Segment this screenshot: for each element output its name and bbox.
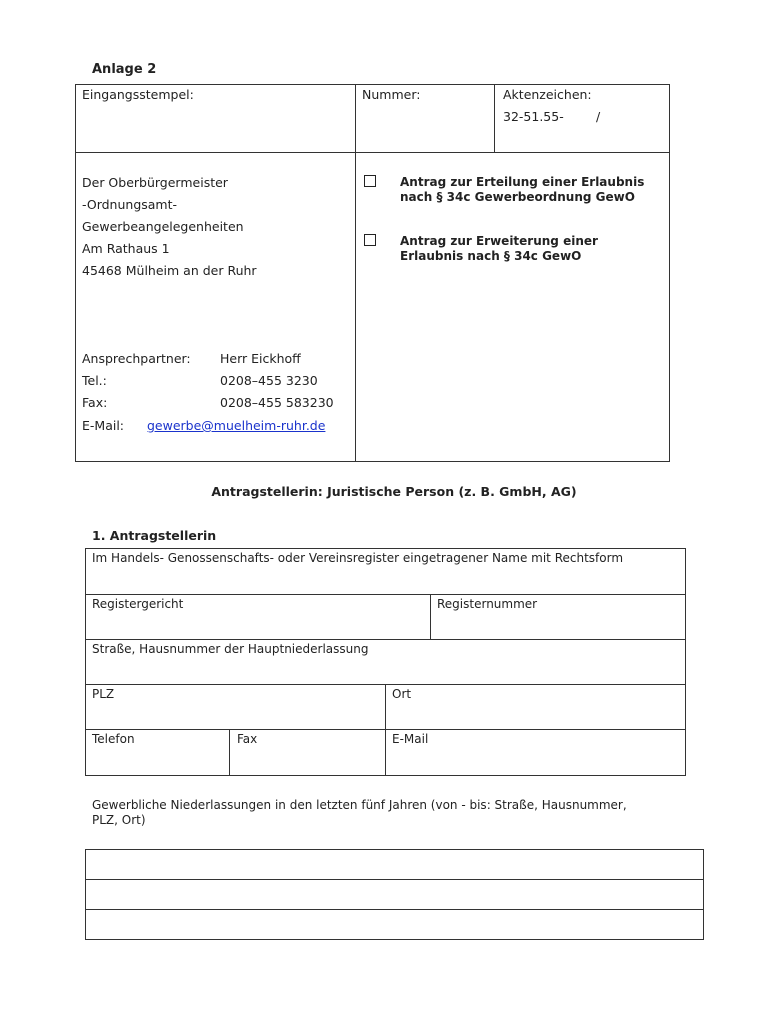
divider-horizontal: [75, 152, 670, 153]
niederlassungen-row-2[interactable]: [85, 879, 704, 909]
niederlassungen-label-line-2: PLZ, Ort): [92, 813, 146, 827]
address-line-1: Der Oberbürgermeister: [82, 175, 228, 190]
divider-vertical-aktenzeichen: [494, 84, 495, 152]
email-field[interactable]: E-Mail: [392, 732, 429, 746]
fax-field[interactable]: Fax: [237, 732, 258, 746]
contact-person-value: Herr Eickhoff: [220, 351, 301, 366]
ort-field[interactable]: Ort: [392, 687, 412, 701]
form-subtitle: Antragstellerin: Juristische Person (z. B. GmbH, AG): [211, 484, 577, 499]
plz-field[interactable]: PLZ: [92, 687, 115, 701]
option-erweiterung-line-2: Erlaubnis nach § 34c GewO: [400, 249, 582, 263]
aktenzeichen-slash: /: [596, 109, 601, 124]
contact-person-label: Ansprechpartner:: [82, 351, 191, 366]
telefon-field[interactable]: Telefon: [92, 732, 135, 746]
niederlassungen-row-1[interactable]: [85, 849, 704, 879]
option-erteilung-line-2: nach § 34c Gewerbeordnung GewO: [400, 190, 635, 204]
contact-fax-value: 0208–455 583230: [220, 395, 334, 410]
option-erteilung-checkbox[interactable]: [364, 175, 376, 187]
aktenzeichen-value: 32-51.55-: [503, 109, 564, 124]
nummer-label: Nummer:: [362, 87, 421, 102]
address-line-3: Gewerbeangelegenheiten: [82, 219, 244, 234]
row-divider: [85, 639, 686, 640]
contact-tel-label: Tel.:: [82, 373, 107, 388]
address-line-4: Am Rathaus 1: [82, 241, 170, 256]
row-divider: [85, 594, 686, 595]
section-1-title: 1. Antragstellerin: [92, 528, 217, 543]
niederlassungen-row-3[interactable]: [85, 909, 704, 940]
col-divider: [385, 684, 386, 776]
aktenzeichen-label: Aktenzeichen:: [503, 87, 592, 102]
address-line-2: -Ordnungsamt-: [82, 197, 178, 212]
name-rechtsform-field[interactable]: Im Handels- Genossenschafts- oder Vereinsregister eingetragener Name mit Rechtsform: [92, 551, 624, 565]
strasse-field[interactable]: Straße, Hausnummer der Hauptniederlassung: [92, 642, 369, 656]
anlage-label: Anlage 2: [92, 62, 157, 77]
option-erweiterung-line-1: Antrag zur Erweiterung einer: [400, 234, 598, 248]
contact-fax-label: Fax:: [82, 395, 108, 410]
divider-vertical: [355, 84, 356, 462]
address-line-5: 45468 Mülheim an der Ruhr: [82, 263, 257, 278]
niederlassungen-label-line-1: Gewerbliche Niederlassungen in den letzten fünf Jahren (von - bis: Straße, Hausnummer,: [92, 798, 627, 812]
col-divider: [430, 594, 431, 639]
registernummer-field[interactable]: Registernummer: [437, 597, 538, 611]
option-erweiterung-checkbox[interactable]: [364, 234, 376, 246]
eingangsstempel-label: Eingangsstempel:: [82, 87, 194, 102]
registergericht-field[interactable]: Registergericht: [92, 597, 184, 611]
contact-email-link[interactable]: gewerbe@muelheim-ruhr.de: [147, 418, 326, 433]
contact-email-label: E-Mail:: [82, 418, 125, 433]
option-erteilung-line-1: Antrag zur Erteilung einer Erlaubnis: [400, 175, 645, 189]
col-divider: [229, 729, 230, 776]
contact-tel-value: 0208–455 3230: [220, 373, 318, 388]
